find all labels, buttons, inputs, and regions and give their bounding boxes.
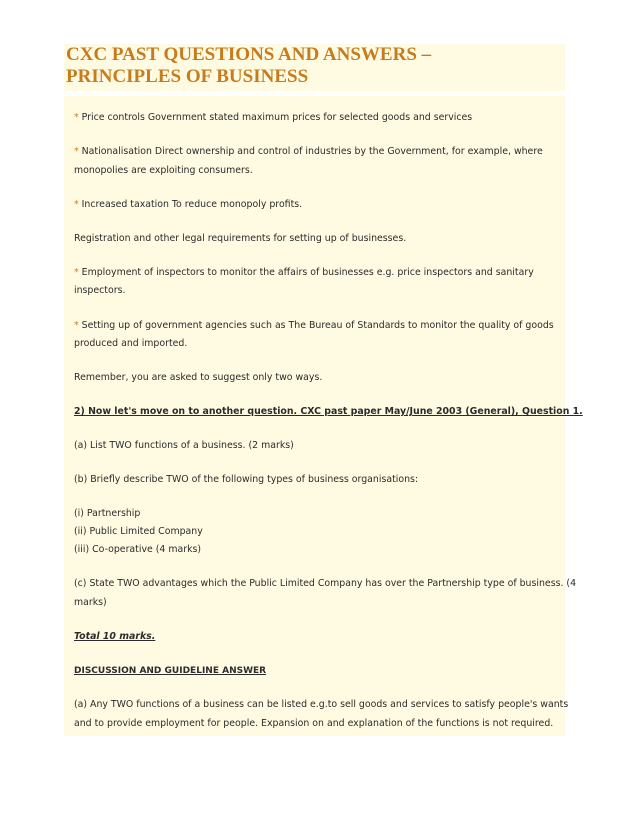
- question-part-c: (c) State TWO advantages which the Public Limited Company has over the Partnership type of business. (4: [74, 578, 577, 589]
- paragraph-taxation: [74, 199, 302, 211]
- paragraph-remember: Remember, you are asked to suggest only two ways.: [74, 372, 323, 383]
- title-line-2: PRINCIPLES OF BUSINESS: [66, 66, 309, 87]
- question-part-a: (a) List TWO functions of a business. (2 marks): [74, 440, 294, 451]
- discussion-heading: DISCUSSION AND GUIDELINE ANSWER: [74, 666, 267, 676]
- option-partnership: (i) Partnership: [74, 508, 141, 519]
- bullet-marker: *: [74, 199, 79, 210]
- paragraph-nationalisation-cont: monopolies are exploiting consumers.: [74, 165, 253, 176]
- question-part-c-cont: marks): [74, 597, 107, 608]
- bullet-marker: *: [74, 146, 79, 157]
- paragraph-text: Nationalisation Direct ownership and control of industries by the Government, for example, where: [81, 146, 543, 157]
- paragraph-text: Employment of inspectors to monitor the affairs of businesses e.g. price inspectors and sanitary: [81, 267, 534, 278]
- answer-a-line-1: (a) Any TWO functions of a business can be listed e.g.to sell goods and services to satisfy people's wants: [74, 699, 569, 710]
- answer-a-line-2: and to provide employment for people. Expansion on and explanation of the functions is not required.: [74, 718, 554, 729]
- paragraph-registration: Registration and other legal requirements for setting up of businesses.: [74, 233, 407, 244]
- bullet-marker: *: [74, 267, 79, 278]
- question-part-b: (b) Briefly describe TWO of the following types of business organisations:: [74, 474, 419, 485]
- title-box: [64, 44, 565, 91]
- page-title: [64, 44, 565, 88]
- document-body: [64, 96, 583, 736]
- option-cooperative: (iii) Co-operative (4 marks): [74, 544, 202, 555]
- paragraph-text: Price controls Government stated maximum prices for selected goods and services: [81, 112, 473, 123]
- bullet-marker: *: [74, 320, 79, 331]
- paragraph-price-controls: [74, 112, 472, 124]
- paragraph-inspectors-cont: inspectors.: [74, 285, 126, 296]
- total-marks: Total 10 marks.: [74, 631, 156, 642]
- title-line-1: CXC PAST QUESTIONS AND ANSWERS –: [66, 44, 432, 65]
- option-public-limited: (ii) Public Limited Company: [74, 526, 203, 537]
- paragraph-nationalisation: [74, 146, 543, 158]
- paragraph-agencies-cont: produced and imported.: [74, 338, 188, 349]
- paragraph-agencies: [74, 320, 554, 332]
- paragraph-text: Increased taxation To reduce monopoly profits.: [81, 199, 303, 210]
- question-2-heading: 2) Now let's move on to another question. CXC past paper May/June 2003 (General), Question 1.: [74, 406, 583, 417]
- paragraph-inspectors: [74, 267, 534, 279]
- paragraph-text: Setting up of government agencies such as The Bureau of Standards to monitor the quality of goods: [81, 320, 554, 331]
- bullet-marker: *: [74, 112, 79, 123]
